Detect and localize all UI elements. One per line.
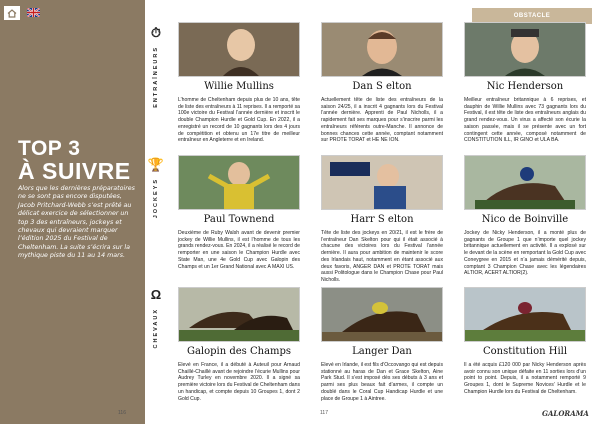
trainer-card [464, 22, 586, 144]
jockey-card [321, 155, 443, 284]
magazine-logo: GALORAMA [542, 409, 589, 418]
jockey-photo [178, 155, 300, 210]
section-label: ENTRAÎNEURS [153, 46, 159, 108]
card-name: Willie Mullins [204, 81, 274, 92]
card-name: Dan S elton [352, 81, 412, 92]
horse-card [464, 287, 586, 396]
home-icon [7, 9, 17, 18]
section-trainers [148, 26, 164, 108]
section-jockeys [148, 158, 164, 218]
card-name: Paul Townend [203, 214, 275, 225]
portrait-photo [321, 22, 443, 77]
jockey-photo [464, 155, 586, 210]
title-line-1: TOP 3 [18, 137, 81, 160]
trophy-icon: 🏆 [147, 157, 165, 172]
jockey-photo [321, 155, 443, 210]
horse-photo [464, 287, 586, 342]
section-tag: OBSTACLE [472, 8, 592, 24]
page-number-left: 116 [118, 410, 126, 416]
trainer-card [321, 22, 443, 144]
jockey-card [464, 155, 586, 277]
uk-flag-icon[interactable] [27, 8, 40, 17]
horse-photo [321, 287, 443, 342]
jockey-card [178, 155, 300, 270]
section-label: CHEVAUX [153, 308, 159, 349]
portrait-photo [464, 22, 586, 77]
card-bio: Elevé en France, il a débuté à Auteuil pour Arnaud Chaillé-Chaillé avant de rejoindre l’écurie Mullins pour Audrey Turley en novembre 2020. Il a signé sa première victoire lors du Festival de Cheltenham dans un handicap, et compte depuis 10 Groupes 1, dont 2 Gold Cup. [178, 362, 300, 402]
page-number-right: 117 [320, 410, 328, 416]
page-title [18, 138, 143, 183]
trainer-card [178, 22, 300, 144]
horse-card [178, 287, 300, 402]
card-name: Nico de Boinville [481, 214, 569, 225]
card-name: Harr S elton [350, 214, 414, 225]
portrait-photo [178, 22, 300, 77]
card-bio: Jockey de Nicky Henderson, il a monté plus de gagnants de Groupe 1 que n’importe quel jockey britannique actuellement en activité. Il a explosé sur le devant de la scène en remportant la Gold Cup avec Coneygree en 2015 et n’a jamais démérité depuis, comptant 3 Champion Chase avec les légendaires ALTIOR, ACERT ALTIOR(2). [464, 230, 586, 277]
card-name: Galopin des Champs [186, 346, 292, 357]
card-name: Constitution Hill [482, 346, 568, 357]
card-name: Langer Dan [352, 346, 412, 357]
card-bio: Meilleur entraîneur britannique à 6 reprises, et dauphin de Willie Mullins avec 73 gagnants lors du Festival, il est tête de liste des entraîneurs anglais du grand rendez-vous. Un virus a affecté son écurie la saison passée, mais il se présente avec un fort contingent cette année, composé notamment de CONSTITUTION ILL, IR GINO et ULA BA. [464, 97, 586, 144]
card-bio: Actuellement tête de liste des entraîneurs de la saison 24/25, il a inscrit 4 gagnants lors du Festival l’année dernière. Apprenti de Paul Nicholls, il a rapidement fait ses marques pour s’inscrire parmi les entraîneurs référents outre-Manche. Il annonce de bonnes chances cette année, comptant notamment sur PROTE TORAT et HE NE ION. [321, 97, 443, 144]
title-line-2: À SUIVRE [18, 158, 131, 184]
intro-panel [0, 0, 145, 424]
horseshoe-icon: Ω [150, 287, 162, 302]
card-bio: Elevé en Irlande, il est fils d’Occovango qui est depuis stationné au haras de Dan et Grace Skelton, Aine Park Stud. Il s’est imposé dès ses débuts à 3 ans et parmi ses plus beaux fait d’armes, il compte un doublé dans le Coral Cup Handicap Hurdle et une place de Groupe 1 à Aintree. [321, 362, 443, 402]
stopwatch-icon: ⏱ [150, 25, 162, 40]
section-label: JOCKEYS [153, 178, 159, 219]
section-horses [148, 288, 164, 349]
card-bio: Deuxième de Ruby Walsh avant de devenir premier jockey de Willie Mullins, il est l’homme de tous les grands rendez-vous. En 2024, il a réalisé le record de remporter en une saison le Champion Hurdle avec State Man, une 4e Gold Cup avec Galopin des Champs et un 1er Grand National avec A MAXI US. [178, 230, 300, 270]
card-name: Nic Henderson [486, 81, 564, 92]
card-bio: Il a été acquis £120 000 par Nicky Henderson après avoir connu son unique défaite en 11 sorties lors d’un point to point. Depuis, il a notamment remporté 9 Groupes 1, dont le Supreme Novices’ Hurdle et le Champion Hurdle lors du Festival de Cheltenham. [464, 362, 586, 395]
card-bio: Tête de liste des jockeys en 20/21, il est le frère de l’entraîneur Dan Skelton pour qui il était associé à chacune des victoires lors du Festival l’année dernière. Il aura pour ambition de maintenir le score des Irlandais haut, notamment en étant associé aux deux favoris, ANGER DAN et PROTE TORAT mais aussi Politologue dans le Champion Chase pour Paul Nicholls. [321, 230, 443, 283]
horse-photo [178, 287, 300, 342]
home-button[interactable] [4, 6, 20, 20]
card-bio: L’homme de Cheltenham depuis plus de 10 ans, tête de liste des entraîneurs à 11 reprises. Il a remporté sa 100e victoire du Festival l’année dernière et inscrit le double Champion Hurdle et Gold Cup. En 2022, il a enregistré un record de 10 gagnants lors des 4 jours de compétition et obtenu un 17e titre de meilleur entraîneur en Angleterre et en Ireland. [178, 97, 300, 144]
horse-card [321, 287, 443, 402]
intro-text: Alors que les dernières préparatoires ne se sont pas encore disputées, Jacob Pritchard-Webb s’est prêté au délicat exercice de sélectionner un top 3 des entraîneurs, jockeys et chevaux qui devraient marquer l’édition 2025 du Festival de Cheltenham. La suite s’écrira sur la mythique piste du 11 au 14 mars. [18, 185, 135, 260]
